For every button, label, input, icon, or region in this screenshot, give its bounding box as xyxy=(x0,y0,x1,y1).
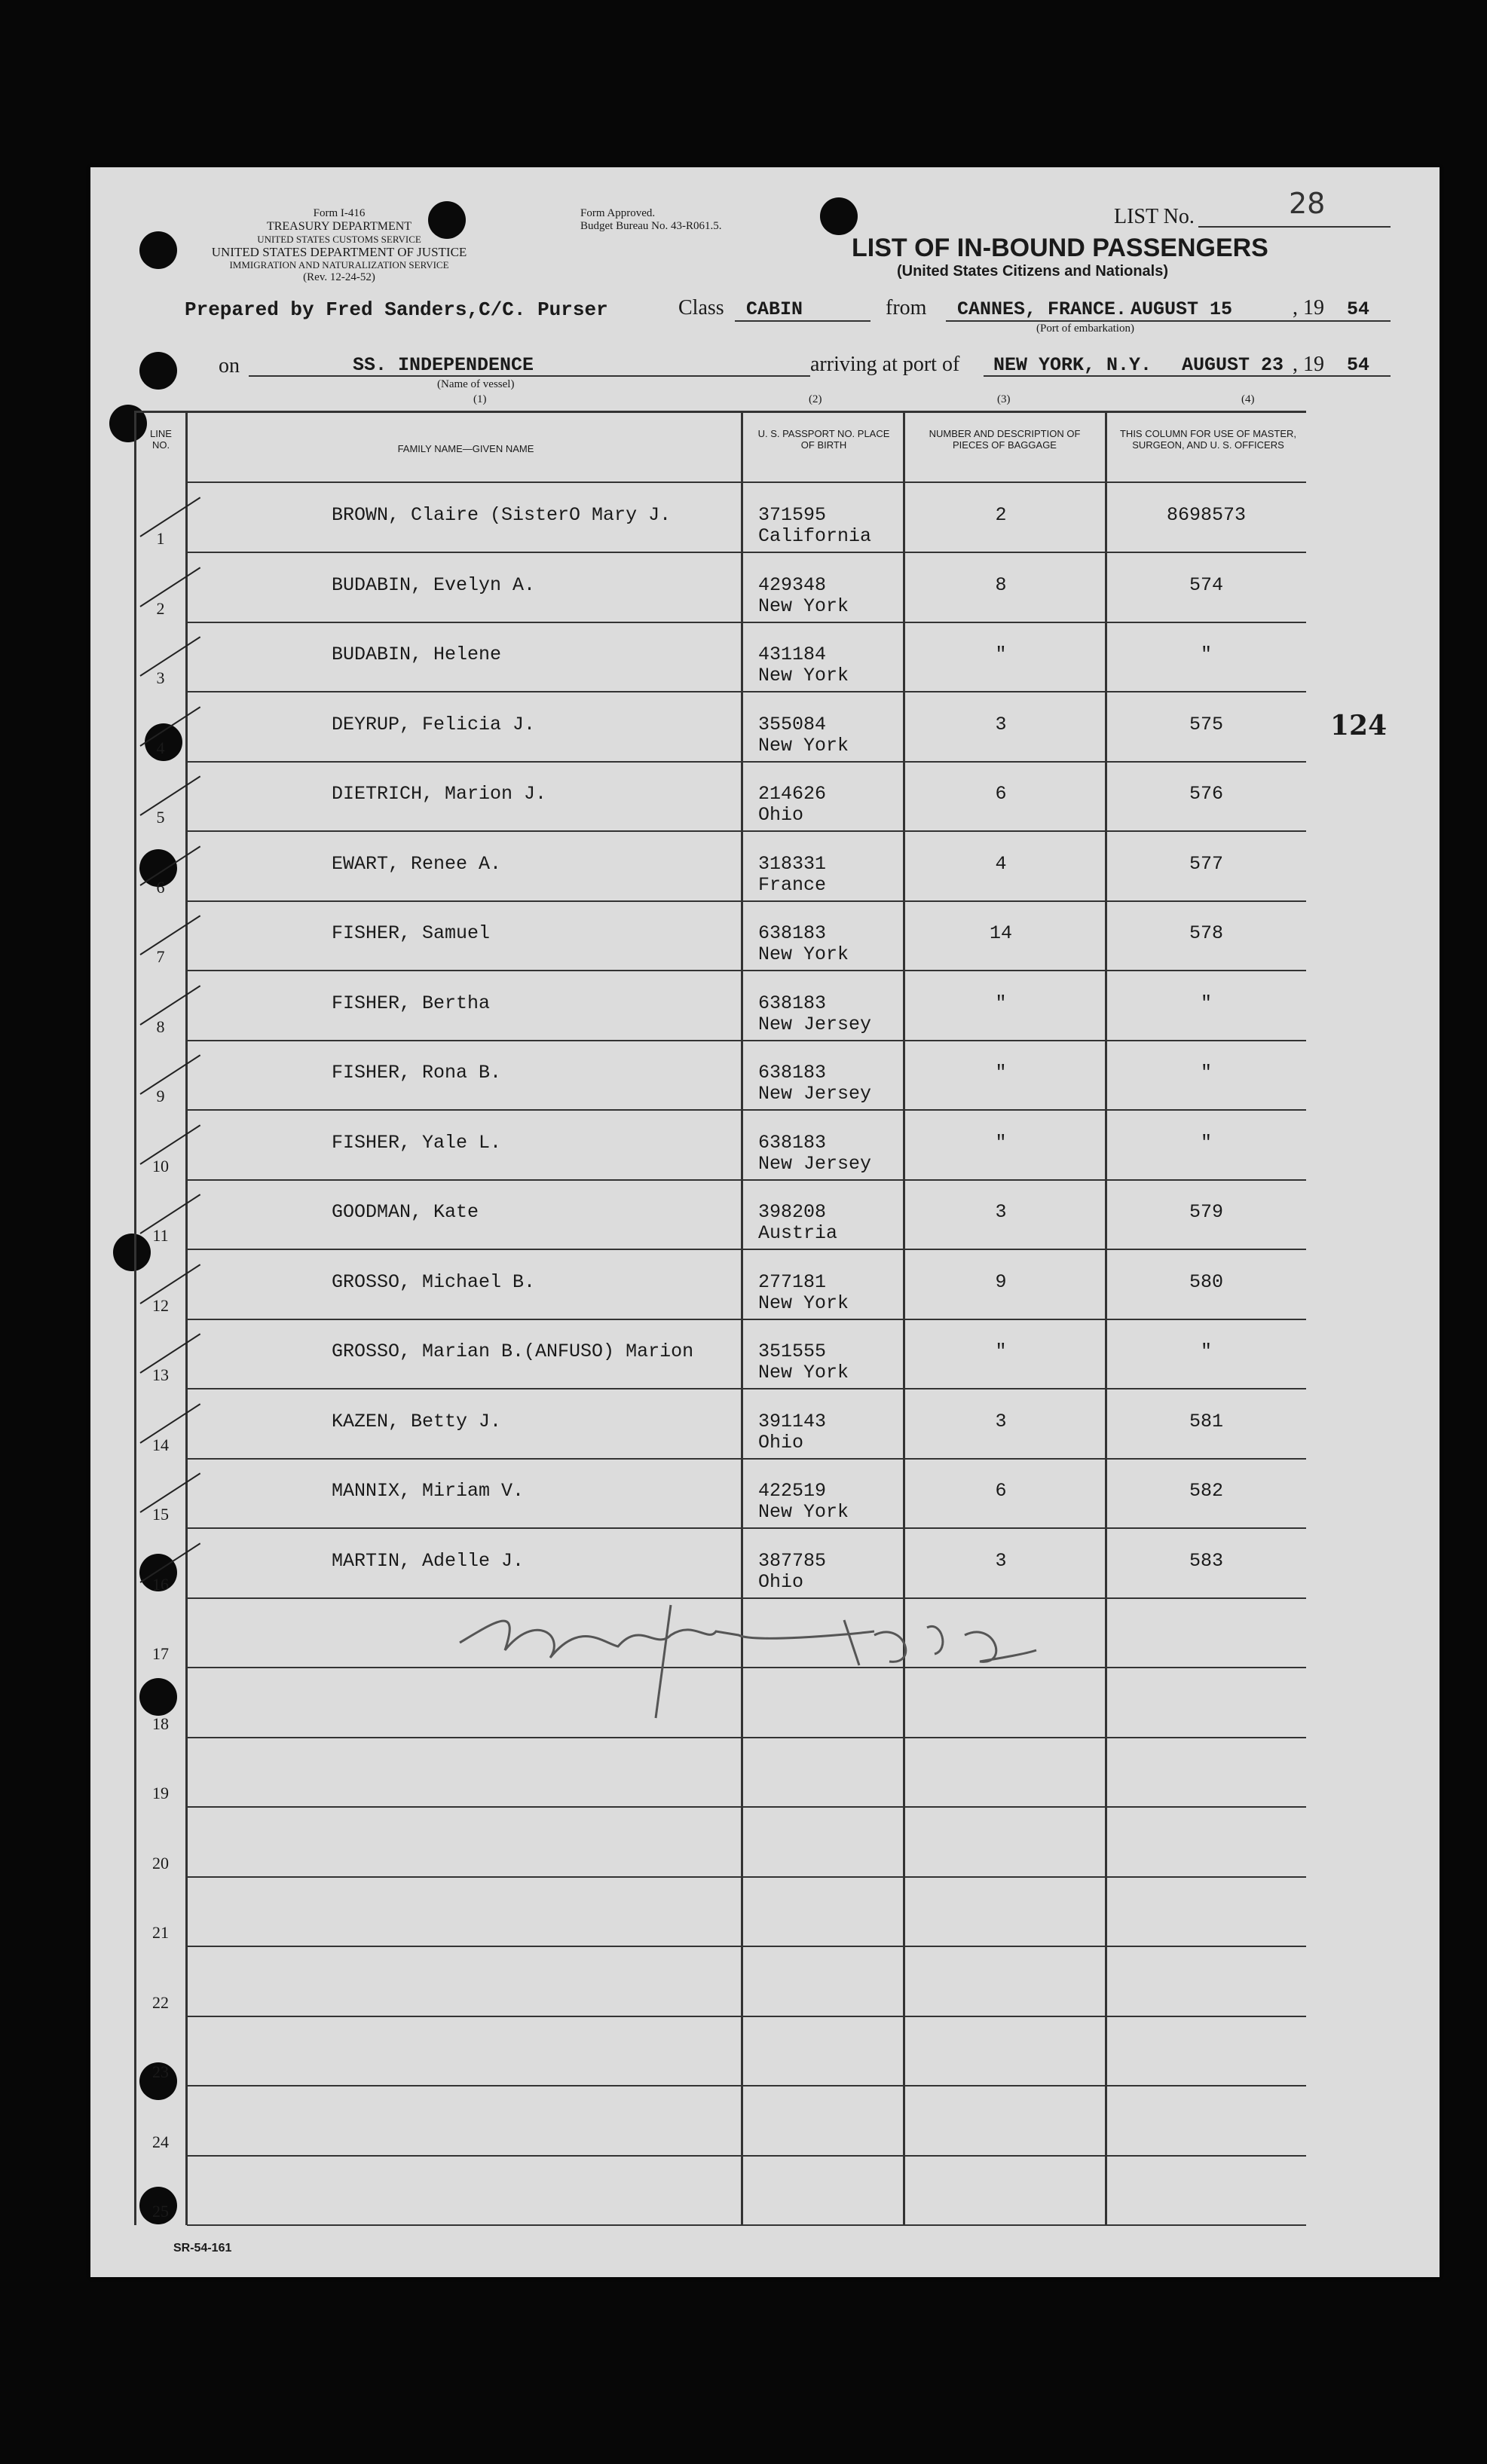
place-of-birth: New York xyxy=(758,1362,849,1383)
passenger-table xyxy=(134,411,1306,2225)
from-year-prefix: , 19 xyxy=(1293,296,1324,319)
line-number: 18 xyxy=(152,1713,169,1733)
arrival-port: NEW YORK, N.Y. xyxy=(993,354,1152,376)
table-row xyxy=(134,2016,1306,2086)
table-row xyxy=(134,832,1306,902)
passenger-name: FISHER, Rona B. xyxy=(332,1062,502,1084)
place-of-birth: Ohio xyxy=(758,804,804,826)
table-row xyxy=(134,483,1306,553)
line-number: 1 xyxy=(156,529,165,548)
passenger-name: GROSSO, Marian B.(ANFUSO) Marion xyxy=(332,1341,694,1362)
passport-number: 351555 xyxy=(758,1341,827,1362)
vessel-caption: (Name of vessel) xyxy=(437,378,515,390)
officer-number: 579 xyxy=(1189,1201,1223,1223)
col-number-4: (4) xyxy=(1241,393,1255,405)
class-value: CABIN xyxy=(746,298,803,320)
place-of-birth: New York xyxy=(758,734,849,757)
baggage-count: " xyxy=(995,1062,1007,1084)
officer-number: 583 xyxy=(1189,1549,1223,1572)
line-number: 7 xyxy=(156,947,165,966)
place-of-birth: Ohio xyxy=(758,1570,804,1593)
from-date: AUGUST 15 xyxy=(1131,298,1233,320)
table-row xyxy=(134,1877,1306,1947)
place-of-birth: New Jersey xyxy=(758,1083,872,1105)
binder-hole xyxy=(820,197,858,235)
place-of-birth: New York xyxy=(758,1501,849,1523)
line-number: 3 xyxy=(156,668,165,687)
place-of-birth: New York xyxy=(758,665,849,686)
baggage-count: " xyxy=(995,644,1007,665)
handwritten-signature xyxy=(452,1590,1040,1726)
line-number: 9 xyxy=(156,1087,165,1105)
page-subtitle: (United States Citizens and Nationals) xyxy=(896,263,1169,280)
passenger-name: BUDABIN, Evelyn A. xyxy=(332,573,536,596)
line-number: 8 xyxy=(156,1016,165,1036)
passenger-name: DIETRICH, Marion J. xyxy=(332,783,547,805)
table-row xyxy=(134,1389,1306,1460)
line-number: 11 xyxy=(152,1226,169,1245)
baggage-count: 3 xyxy=(995,1549,1007,1572)
passport-number: 638183 xyxy=(758,1131,827,1154)
passport-number: 398208 xyxy=(758,1201,827,1223)
table-row xyxy=(134,1180,1306,1250)
officer-number: 578 xyxy=(1189,922,1223,944)
passenger-name: FISHER, Bertha xyxy=(332,992,491,1014)
margin-note: 124 xyxy=(1330,710,1388,741)
baggage-count: 2 xyxy=(995,504,1007,526)
table-row xyxy=(134,2086,1306,2157)
officer-number: 577 xyxy=(1189,852,1223,875)
line-number: 10 xyxy=(152,1156,169,1175)
line-number: 20 xyxy=(152,1853,169,1872)
line-number: 6 xyxy=(156,877,165,897)
line-number: 5 xyxy=(156,808,165,827)
prepared-by: Prepared by Fred Sanders,C/C. Purser xyxy=(185,298,608,321)
line-number: 12 xyxy=(152,1295,169,1315)
title-block xyxy=(852,234,1268,280)
arrival-date: AUGUST 23 xyxy=(1182,354,1284,376)
col-number-1: (1) xyxy=(473,393,487,405)
baggage-count: 9 xyxy=(995,1270,1007,1293)
baggage-count: 6 xyxy=(995,1480,1007,1502)
place-of-birth: California xyxy=(758,525,872,547)
table-row xyxy=(134,1529,1306,1599)
from-label: from xyxy=(886,296,927,319)
col-number-3: (3) xyxy=(997,393,1011,405)
justice-dept: UNITED STATES DEPARTMENT OF JUSTICE xyxy=(211,245,467,259)
place-of-birth: Ohio xyxy=(758,1431,804,1454)
officer-number: " xyxy=(1200,1131,1212,1154)
page-title: LIST OF IN-BOUND PASSENGERS xyxy=(852,234,1268,262)
binder-hole xyxy=(139,231,177,269)
line-number: 21 xyxy=(152,1923,169,1942)
from-port: CANNES, FRANCE. xyxy=(957,298,1127,320)
passport-number: 391143 xyxy=(758,1410,827,1432)
passport-number: 214626 xyxy=(758,783,827,805)
table-row xyxy=(134,692,1306,763)
officer-number: " xyxy=(1200,1062,1212,1084)
line-number: 14 xyxy=(152,1435,169,1454)
table-row xyxy=(134,762,1306,832)
passport-number: 355084 xyxy=(758,713,827,735)
list-no-label: LIST No. xyxy=(1114,205,1195,228)
passenger-name: EWART, Renee A. xyxy=(332,852,502,875)
passport-number: 318331 xyxy=(758,852,827,875)
col-header-name: FAMILY NAME—GIVEN NAME xyxy=(397,443,534,454)
line-number: 17 xyxy=(152,1644,169,1663)
binder-hole xyxy=(139,352,177,390)
form-approved: Form Approved. xyxy=(580,207,656,219)
officer-number: 576 xyxy=(1189,783,1223,805)
col-header-line-no: LINE NO. xyxy=(150,428,172,451)
passenger-name: BROWN, Claire (SisterO Mary J. xyxy=(332,504,672,526)
baggage-count: " xyxy=(995,1341,1007,1362)
vessel-name: SS. INDEPENDENCE xyxy=(353,354,534,376)
arrival-year-prefix: , 19 xyxy=(1293,353,1324,376)
table-row xyxy=(134,1319,1306,1389)
baggage-count: 4 xyxy=(995,852,1007,875)
table-row xyxy=(134,1459,1306,1529)
officer-number: 581 xyxy=(1189,1410,1223,1432)
table-row xyxy=(134,901,1306,971)
line-number: 24 xyxy=(152,2132,169,2151)
line-number: 16 xyxy=(152,1574,169,1594)
place-of-birth: New York xyxy=(758,943,849,965)
revision: (Rev. 12-24-52) xyxy=(303,271,375,283)
place-of-birth: New Jersey xyxy=(758,1152,872,1175)
treasury-dept: TREASURY DEPARTMENT xyxy=(266,220,412,233)
form-footer-code: SR-54-161 xyxy=(173,2242,232,2255)
place-of-birth: Austria xyxy=(758,1222,838,1244)
table-row xyxy=(134,971,1306,1041)
on-label: on xyxy=(219,354,240,378)
line-number: 25 xyxy=(152,2202,169,2221)
passenger-name: BUDABIN, Helene xyxy=(332,644,502,665)
passport-number: 638183 xyxy=(758,992,827,1014)
line-number: 19 xyxy=(152,1784,169,1802)
baggage-count: 3 xyxy=(995,713,1007,735)
place-of-birth: New Jersey xyxy=(758,1013,872,1035)
ins-service: IMMIGRATION AND NATURALIZATION SERVICE xyxy=(229,259,449,271)
passenger-name: MANNIX, Miriam V. xyxy=(332,1480,525,1502)
passenger-name: GROSSO, Michael B. xyxy=(332,1270,536,1293)
passenger-name: DEYRUP, Felicia J. xyxy=(332,713,536,735)
officer-number: 8698573 xyxy=(1166,504,1247,526)
passenger-name: MARTIN, Adelle J. xyxy=(332,1549,525,1572)
line-number: 23 xyxy=(152,2062,169,2081)
table-row xyxy=(134,1947,1306,2017)
list-number: 28 xyxy=(1289,187,1326,220)
customs-service: UNITED STATES CUSTOMS SERVICE xyxy=(257,234,421,245)
line-number: 22 xyxy=(152,1992,169,2012)
place-of-birth: France xyxy=(758,873,827,896)
place-of-birth: New York xyxy=(758,1292,849,1314)
passenger-name: FISHER, Samuel xyxy=(332,922,491,944)
officer-number: " xyxy=(1200,1341,1212,1362)
table-row xyxy=(134,1738,1306,1808)
baggage-count: " xyxy=(995,992,1007,1014)
col-header-officers: THIS COLUMN FOR USE OF MASTER, SURGEON, AND U. S. OFFICERS xyxy=(1119,428,1296,451)
arriving-label: arriving at port of xyxy=(810,353,960,376)
officer-number: 574 xyxy=(1189,573,1223,596)
officer-number: 582 xyxy=(1189,1480,1223,1502)
passenger-name: FISHER, Yale L. xyxy=(332,1131,502,1154)
line-number: 4 xyxy=(156,738,165,757)
baggage-count: 14 xyxy=(989,922,1012,944)
budget-bureau: Budget Bureau No. 43-R061.5. xyxy=(580,220,722,232)
col-header-baggage: NUMBER AND DESCRIPTION OF PIECES OF BAGGAGE xyxy=(929,428,1081,451)
approval-block xyxy=(580,207,721,233)
passport-number: 429348 xyxy=(758,573,827,596)
baggage-count: " xyxy=(995,1131,1007,1154)
table-row xyxy=(134,553,1306,623)
class-label: Class xyxy=(678,296,724,319)
passenger-name: KAZEN, Betty J. xyxy=(332,1410,502,1432)
passport-number: 422519 xyxy=(758,1480,827,1502)
table-row xyxy=(134,1111,1306,1181)
officer-number: " xyxy=(1200,992,1212,1014)
col-header-passport: U. S. PASSPORT NO. PLACE OF BIRTH xyxy=(757,428,890,451)
officer-number: 580 xyxy=(1189,1270,1223,1293)
line-number: 15 xyxy=(152,1505,169,1524)
table-row xyxy=(134,2156,1306,2226)
embark-caption: (Port of embarkation) xyxy=(1036,323,1134,335)
from-year: 54 xyxy=(1347,298,1370,320)
table-row xyxy=(134,622,1306,692)
baggage-count: 6 xyxy=(995,783,1007,805)
passport-number: 371595 xyxy=(758,504,827,526)
arrival-year: 54 xyxy=(1347,354,1370,376)
place-of-birth: New York xyxy=(758,595,849,617)
passport-number: 638183 xyxy=(758,1062,827,1084)
table-row xyxy=(134,1250,1306,1320)
form-agency-block xyxy=(211,207,467,284)
officer-number: " xyxy=(1200,644,1212,665)
passenger-name: GOODMAN, Kate xyxy=(332,1201,479,1223)
baggage-count: 3 xyxy=(995,1410,1007,1432)
passport-number: 277181 xyxy=(758,1270,827,1293)
line-number: 2 xyxy=(156,598,165,618)
baggage-count: 3 xyxy=(995,1201,1007,1223)
table-row xyxy=(134,1041,1306,1111)
col-number-2: (2) xyxy=(809,393,822,405)
passport-number: 387785 xyxy=(758,1549,827,1572)
passport-number: 638183 xyxy=(758,922,827,944)
form-number: Form I-416 xyxy=(313,207,366,219)
officer-number: 575 xyxy=(1189,713,1223,735)
passport-number: 431184 xyxy=(758,644,827,665)
line-number: 13 xyxy=(152,1365,169,1384)
table-row xyxy=(134,1808,1306,1878)
baggage-count: 8 xyxy=(995,573,1007,596)
